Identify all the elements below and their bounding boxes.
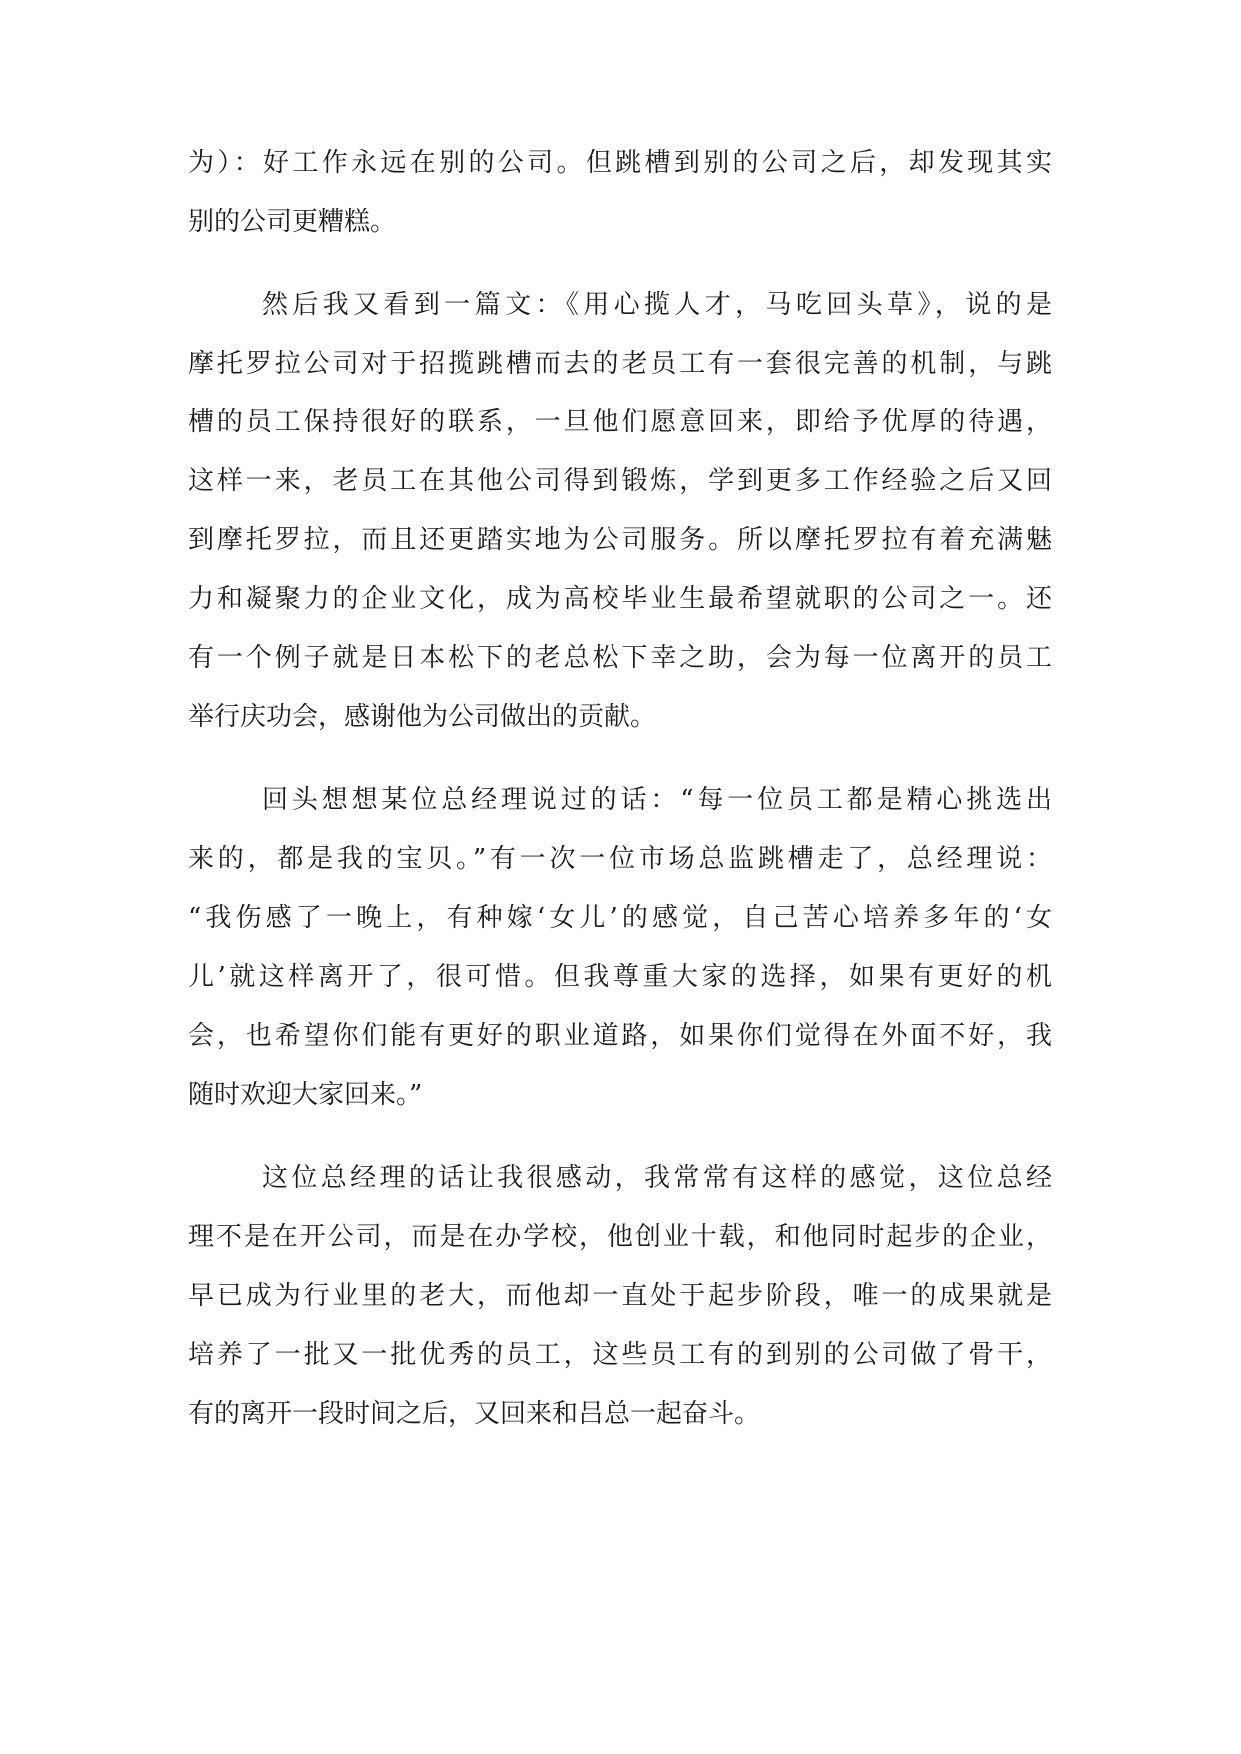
paragraph-line: 来的，都是我的宝贝。”有一次一位市场总监跳槽走了，总经理说： [188,844,1052,874]
paragraph-line: 为）：好工作永远在别的公司。但跳槽到别的公司之后，却发现其实 [188,148,1052,178]
paragraph-line: 有一个例子就是日本松下的老总松下幸之助，会为每一位离开的员工 [188,643,1052,673]
paragraph-line: 这位总经理的话让我很感动，我常常有这样的感觉，这位总经 [262,1163,1052,1193]
paragraph-line: 儿’就这样离开了，很可惜。但我尊重大家的选择，如果有更好的机 [188,962,1052,992]
paragraph-line: 然后我又看到一篇文：《用心揽人才，马吃回头草》，说的是 [262,290,1052,320]
paragraph-line: 这样一来，老员工在其他公司得到锻炼，学到更多工作经验之后又回 [188,466,1052,496]
paragraph-line: 到摩托罗拉，而且还更踏实地为公司服务。所以摩托罗拉有着充满魅 [188,525,1052,555]
paragraph-line: 早已成为行业里的老大，而他却一直处于起步阶段，唯一的成果就是 [188,1281,1052,1311]
paragraph-line: 培养了一批又一批优秀的员工，这些员工有的到别的公司做了骨干， [188,1340,1052,1370]
paragraph-line: 摩托罗拉公司对于招揽跳槽而去的老员工有一套很完善的机制，与跳 [188,349,1052,379]
paragraph-line: 力和凝聚力的企业文化，成为高校毕业生最希望就职的公司之一。还 [188,584,1052,614]
paragraph-line: 别的公司更糟糕。 [188,207,397,237]
paragraph-line: “我伤感了一晚上，有种嫁‘女儿’的感觉，自己苦心培养多年的‘女 [188,903,1052,933]
paragraph-line: 举行庆功会，感谢他为公司做出的贡献。 [188,702,657,732]
paragraph-line: 槽的员工保持很好的联系，一旦他们愿意回来，即给予优厚的待遇， [188,407,1052,437]
paragraph-line: 有的离开一段时间之后，又回来和吕总一起奋斗。 [188,1399,761,1429]
paragraph-line: 回头想想某位总经理说过的话：“每一位员工都是精心挑选出 [262,785,1052,815]
paragraph-line: 随时欢迎大家回来。” [188,1080,423,1110]
paragraph-line: 理不是在开公司，而是在办学校，他创业十载，和他同时起步的企业， [188,1222,1052,1252]
paragraph-line: 会，也希望你们能有更好的职业道路，如果你们觉得在外面不好，我 [188,1021,1052,1051]
